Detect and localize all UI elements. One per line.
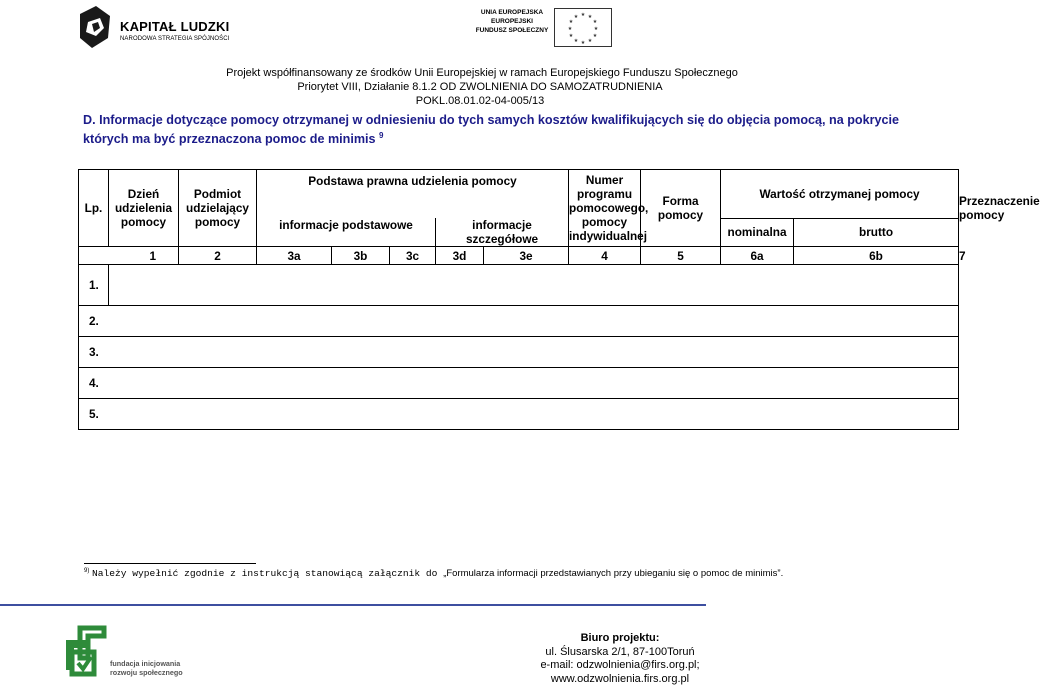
col-number: 2 (179, 247, 257, 265)
col-dzien: Dzień udzielenia pomocy (109, 170, 179, 247)
table-row (79, 368, 959, 399)
office-email[interactable]: e-mail: odzwolnienia@firs.org.pl; (540, 659, 700, 671)
row-number: 2. (79, 306, 109, 337)
row-cell[interactable] (109, 399, 959, 430)
kapital-ludzki-logo (78, 4, 248, 52)
table-row (79, 265, 959, 306)
column-numbers-row: 1 2 3a 3b 3c 3d 3e 4 5 6a 6b 7 (79, 247, 959, 265)
eu-flag-icon (554, 8, 612, 47)
footnote-ref: 9 (379, 131, 384, 140)
row-cell[interactable] (109, 306, 959, 337)
col-number: 5 (641, 247, 721, 265)
svg-text:★: ★ (593, 26, 599, 32)
col-podst-info: informacje podstawowe (257, 218, 436, 247)
row-number: 5. (79, 399, 109, 430)
svg-text:★: ★ (580, 12, 586, 18)
svg-text:★: ★ (573, 38, 579, 44)
office-website[interactable]: www.odzwolnienia.firs.org.pl (550, 672, 690, 685)
table-row (79, 337, 959, 368)
table-row (79, 306, 959, 337)
kapital-ludzki-subtitle: NARODOWA STRATEGIA SPÓJNOŚCI (120, 36, 230, 42)
svg-text:★: ★ (568, 19, 574, 25)
footnote (84, 568, 783, 579)
aid-table: Lp. Dzień udzielenia pomocy Podmiot udzielający pomocy Podstawa prawna udzielenia pomocy Numer programu pomocowego, pomocy indywidualnej Forma pomocy Wartość otrzymanej pomocy Przeznaczenie pomocy informacje podstawowe informacje szczegółowe nominalna brutto 1 2 3a 3b 3c 3d 3e 4 5 6a 6b 7 1. 2. 3. 4. 5. (78, 169, 959, 430)
row-number: 4. (79, 368, 109, 399)
svg-text:★: ★ (568, 33, 574, 39)
col-number: 3d (436, 247, 484, 265)
col-forma: Forma pomocy (641, 170, 721, 247)
project-line-1: Projekt współfinansowany ze środków Unii Europejskiej w ramach Europejskiego Funduszu Społecznego (226, 67, 738, 79)
col-wartosc: Wartość otrzymanej pomocy (721, 170, 959, 219)
project-info (0, 66, 960, 108)
footnote-number: 9) (84, 568, 90, 574)
svg-text:★: ★ (567, 26, 573, 32)
svg-text:★: ★ (592, 19, 598, 25)
row-cell[interactable] (109, 368, 959, 399)
col-number: 3c (390, 247, 436, 265)
footnote-text: Należy wypełnić zgodnie z instrukcją stanowiącą załącznik do (91, 568, 444, 580)
svg-text:★: ★ (592, 33, 598, 39)
svg-text:★: ★ (573, 14, 579, 20)
ue-logo-text: UNIA EUROPEJSKA EUROPEJSKI FUNDUSZ SPOŁECZNY (475, 9, 549, 34)
kapital-ludzki-mark-icon (78, 4, 112, 50)
svg-text:★: ★ (587, 14, 593, 20)
col-nominalna: nominalna (721, 218, 794, 247)
col-podmiot: Podmiot udzielający pomocy (179, 170, 257, 247)
table-row (79, 399, 959, 430)
col-number: 3e (484, 247, 569, 265)
firs-logo (58, 622, 188, 682)
row-number: 3. (79, 337, 109, 368)
office-title: Biuro projektu: (580, 632, 660, 644)
col-podstawa: Podstawa prawna udzielenia pomocy (257, 170, 569, 219)
row-number: 1. (79, 265, 109, 306)
col-number: 4 (569, 247, 641, 265)
firs-mark-icon (58, 622, 110, 682)
kapital-ludzki-title: KAPITAŁ LUDZKI (120, 19, 230, 34)
project-line-3: POKL.08.01.02-04-005/13 (415, 95, 545, 107)
col-number: 1 (79, 247, 179, 265)
project-line-2: Priorytet VIII, Działanie 8.1.2 OD ZWOLNIENIA DO SAMOZATRUDNIENIA (297, 81, 663, 93)
col-number: 3a (257, 247, 332, 265)
col-szczeg-info: informacje szczegółowe (436, 218, 569, 247)
col-lp: Lp. (79, 170, 109, 247)
footnote-quote: „Formularza informacji przedstawianych przy ubieganiu się o pomoc de minimis”. (443, 568, 784, 580)
svg-text:★: ★ (580, 40, 586, 46)
section-title: D. Informacje dotyczące pomocy otrzymanej w odniesieniu do tych samych kosztów kwalifikujących się do objęcia pomocą, na pokrycie których ma być przeznaczona pomoc de minimis $^9$ (83, 113, 900, 147)
svg-text:★: ★ (587, 38, 593, 44)
col-number: 3b (332, 247, 390, 265)
footnote-divider (84, 563, 256, 564)
col-brutto: brutto (794, 218, 959, 247)
col-number: 6b (794, 247, 959, 265)
footer-divider (0, 604, 706, 606)
row-cell[interactable] (109, 337, 959, 368)
firs-logo-text: fundacja inicjowania rozwoju społecznego (110, 659, 183, 677)
ue-efs-logo (474, 6, 614, 46)
col-numer: Numer programu pomocowego, pomocy indywidualnej (569, 170, 641, 247)
col-number: 6a (721, 247, 794, 265)
project-office (520, 632, 720, 686)
office-address: ul. Ślusarska 2/1, 87-100Toruń (545, 645, 695, 658)
row-cell[interactable] (109, 265, 959, 306)
